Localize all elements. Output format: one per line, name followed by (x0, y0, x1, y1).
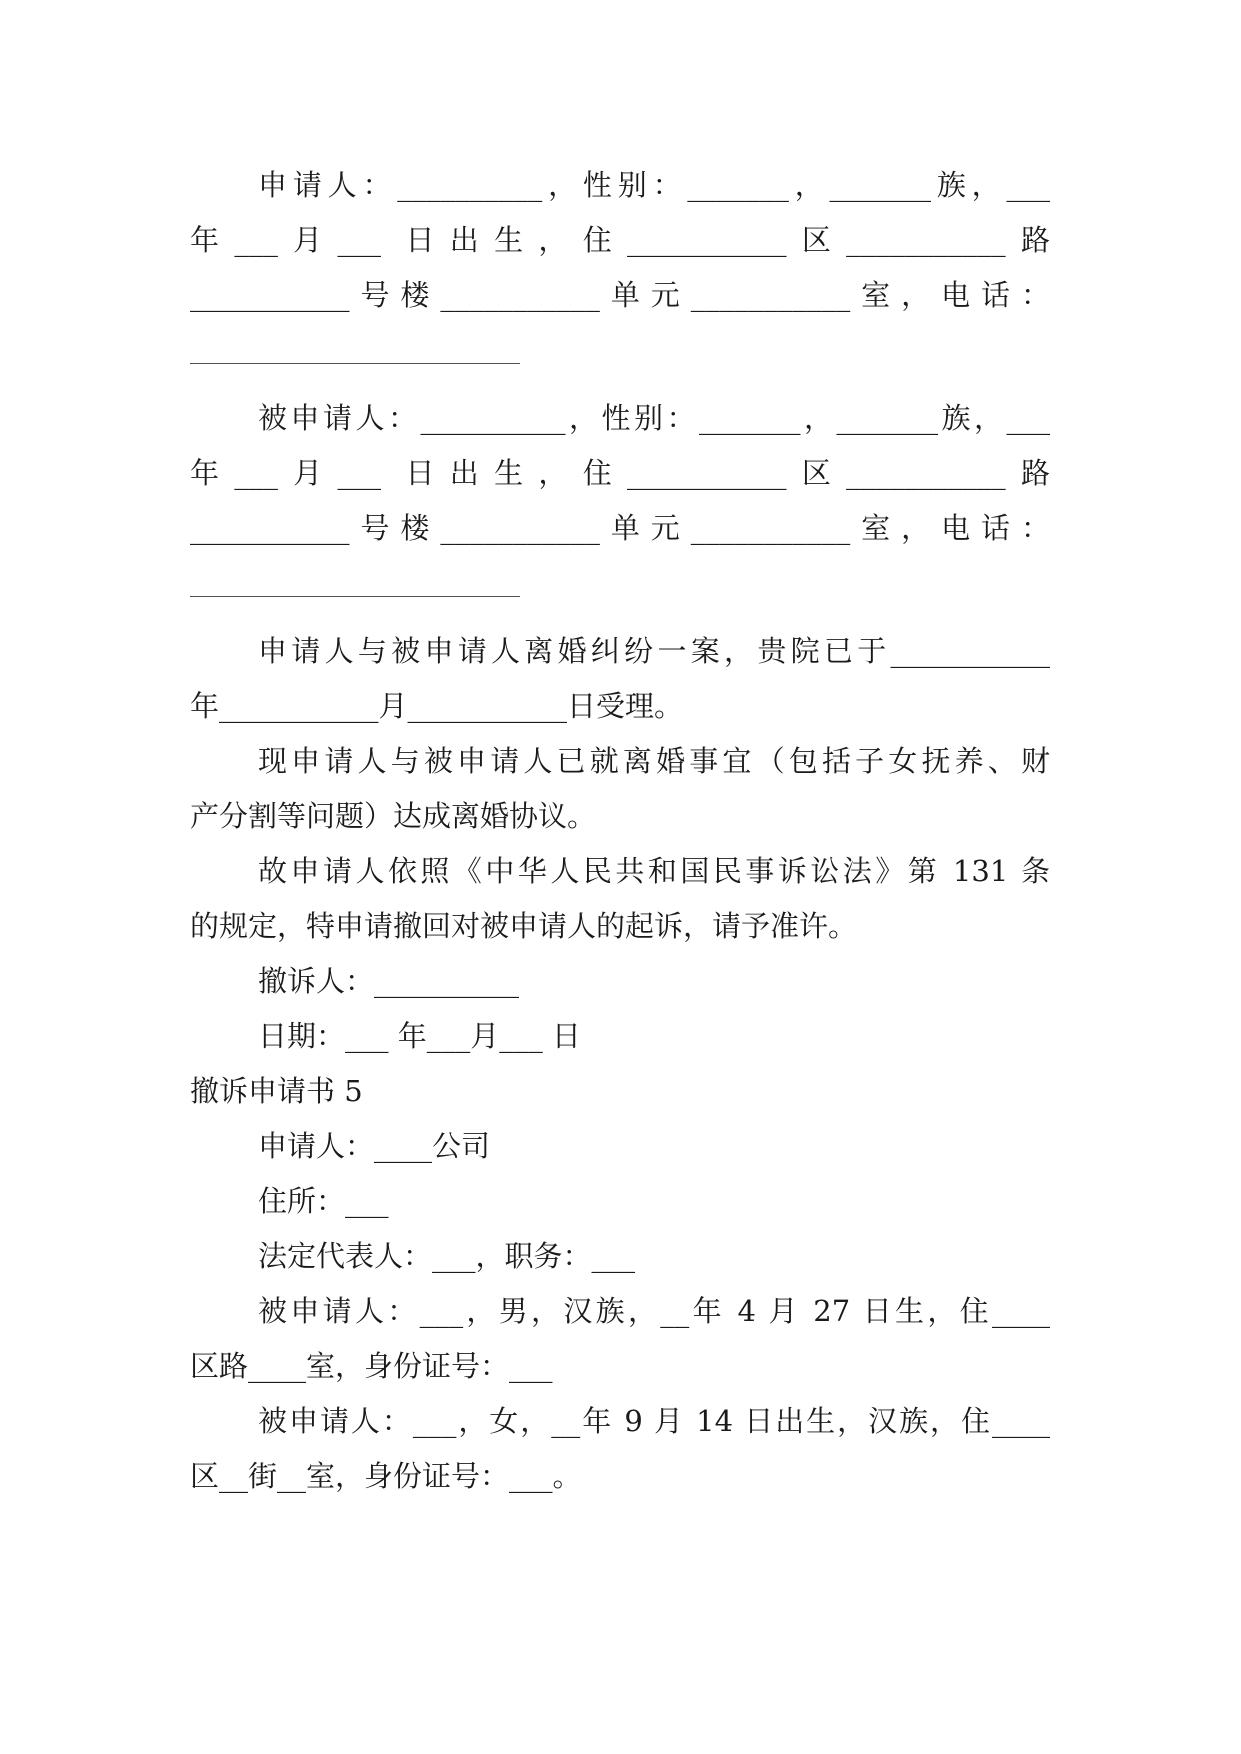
applicant-line-3: ___________号楼___________单元___________室，电话： (190, 278, 1050, 312)
date-line: 日期：___ 年___月___ 日 (258, 1019, 581, 1053)
agreement-paragraph-line-1: 现申请人与被申请人已就离婚事宜（包括子女抚养、财 (258, 744, 1050, 778)
respondent-line-2: 年___月___ 日出生，住___________区___________路 (190, 456, 1050, 490)
respondent-female-line-2: 区__街__室，身份证号：___。 (190, 1459, 582, 1493)
applicant-line-2: 年___月___ 日出生，住___________区___________路 (190, 223, 1050, 257)
respondent-line-3: ___________号楼___________单元___________室，电话： (190, 511, 1050, 545)
respondent-phone-blank (190, 596, 520, 597)
agreement-paragraph-line-2: 产分割等问题）达成离婚协议。 (190, 799, 597, 833)
case-paragraph-line-1: 申请人与被申请人离婚纠纷一案，贵院已于___________ (258, 634, 1050, 668)
withdrawer-signature: 撤诉人：__________ (258, 964, 520, 998)
company-applicant: 申请人：____公司 (258, 1129, 491, 1163)
respondent-male-line-2: 区路____室，身份证号：___ (190, 1349, 553, 1383)
company-address: 住所：___ (258, 1184, 389, 1218)
respondent-female-line-1: 被申请人：___，女，__年 9 月 14 日出生，汉族，住____ (258, 1404, 1050, 1438)
respondent-male-line-1: 被申请人：___，男，汉族，__年 4 月 27 日生，住____ (258, 1294, 1050, 1328)
applicant-line-1: 申请人：__________，性别：_______，_______族，___ (258, 168, 1050, 202)
legal-representative: 法定代表人：___，职务：___ (258, 1239, 636, 1273)
case-paragraph-line-2: 年___________月___________日受理。 (190, 689, 684, 723)
respondent-line-1: 被申请人：__________，性别：_______，_______族，___ (258, 401, 1050, 435)
request-paragraph-line-2: 的规定，特申请撤回对被申请人的起诉，请予准许。 (190, 909, 858, 943)
request-paragraph-line-1: 故申请人依照《中华人民共和国民事诉讼法》第 131 条 (258, 854, 1050, 888)
section-title: 撤诉申请书 5 (190, 1074, 363, 1108)
applicant-phone-blank (190, 363, 520, 364)
